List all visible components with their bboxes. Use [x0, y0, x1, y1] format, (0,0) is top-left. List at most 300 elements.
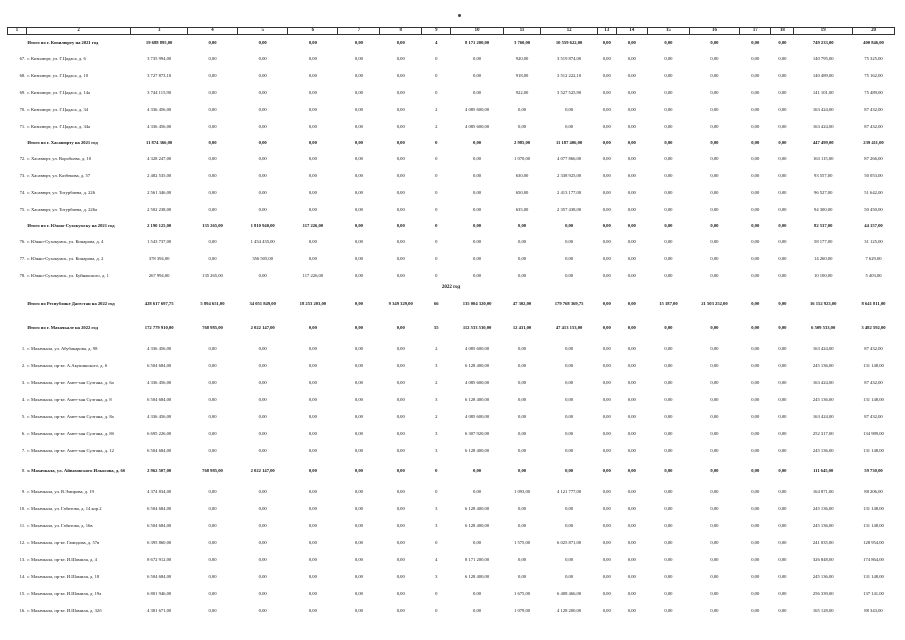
value-cell: 75 325,00: [864, 55, 883, 61]
value-cell: 0,00: [627, 345, 636, 351]
value-cell: 163 424,00: [812, 106, 834, 112]
column-number: 1: [8, 28, 27, 35]
value-cell: 0,00: [208, 72, 217, 78]
value-cell: 0,00: [208, 345, 217, 351]
value-cell: 0,00: [518, 396, 527, 402]
value-cell: 0,00: [602, 255, 611, 261]
row-number: 67.: [19, 55, 26, 61]
value-cell: 0,00: [602, 139, 611, 145]
value-cell: 0,00: [473, 222, 482, 228]
value-cell: 0,00: [778, 72, 787, 78]
value-cell: 0,00: [627, 206, 636, 212]
value-cell: 47 302,00: [512, 301, 532, 307]
value-cell: 9 349 329,00: [388, 301, 413, 307]
value-cell: 134 989,00: [863, 430, 884, 436]
value-cell: 0,00: [565, 522, 574, 528]
value-cell: 93 557,00: [814, 172, 833, 178]
value-cell: 0,00: [308, 556, 317, 562]
value-cell: 267 994,00: [148, 272, 170, 278]
value-cell: 172 779 910,00: [144, 325, 174, 331]
value-cell: 1 810 940,00: [250, 222, 275, 228]
value-cell: 0,00: [627, 123, 636, 129]
value-cell: 0,00: [258, 172, 267, 178]
value-cell: 0,00: [751, 123, 760, 129]
value-cell: 0,00: [602, 362, 611, 368]
value-cell: 0,00: [396, 345, 405, 351]
table-row: [8, 150, 895, 167]
value-cell: 0,00: [778, 379, 787, 385]
value-cell: 0,00: [518, 255, 527, 261]
value-cell: 0,00: [751, 505, 760, 511]
value-cell: 0,00: [627, 106, 636, 112]
value-cell: 0,00: [627, 301, 636, 307]
value-cell: 0,00: [710, 255, 719, 261]
column-number: 12: [541, 28, 597, 35]
value-cell: 0,00: [208, 488, 217, 494]
value-cell: 0,00: [778, 222, 787, 228]
value-cell: 6 504 684,00: [147, 505, 172, 511]
value-cell: 131 148,00: [863, 362, 884, 368]
value-cell: 131 148,00: [863, 505, 884, 511]
value-cell: 0,00: [751, 396, 760, 402]
value-cell: 94 300,00: [814, 206, 833, 212]
value-cell: 0,00: [602, 39, 611, 45]
value-cell: 0,00: [258, 206, 267, 212]
value-cell: 163 424,00: [812, 345, 834, 351]
value-cell: 0,00: [258, 139, 267, 145]
value-cell: 0,00: [565, 238, 574, 244]
value-cell: 0,00: [602, 590, 611, 596]
value-cell: 0,00: [308, 396, 317, 402]
value-cell: 0,00: [396, 206, 405, 212]
value-cell: 0,00: [627, 89, 636, 95]
address-cell: г. Кизилюрт, ул. Г.Цадаса, д. 34а: [27, 123, 91, 129]
row-number: 9.: [21, 488, 26, 494]
address-cell: г. Махачкала, пр-кт. Амет-хан Султана, д. 8: [27, 396, 112, 402]
value-cell: 0,00: [602, 468, 611, 474]
value-cell: 0,00: [518, 468, 527, 474]
value-cell: 0,00: [602, 488, 611, 494]
value-cell: 0,00: [710, 590, 719, 596]
subtotal-row: [8, 459, 895, 483]
value-cell: 0,00: [354, 447, 363, 453]
value-cell: 0: [435, 468, 438, 474]
value-cell: 0,00: [258, 413, 267, 419]
value-cell: 4 077 866,00: [557, 155, 582, 161]
value-cell: 135 004 320,00: [462, 301, 492, 307]
value-cell: 635,00: [515, 206, 529, 212]
value-cell: 6 504 684,00: [147, 396, 172, 402]
address-cell: г. Махачкала, ул. Айвазовского Ильясова, д. 6б: [27, 468, 126, 474]
value-cell: 3 519 874,00: [557, 55, 582, 61]
value-cell: 0,00: [396, 488, 405, 494]
value-cell: 0,00: [602, 238, 611, 244]
value-cell: 6 395 860,00: [147, 539, 172, 545]
value-cell: 0,00: [664, 206, 673, 212]
value-cell: 245 136,00: [812, 396, 834, 402]
value-cell: 2: [435, 345, 438, 351]
value-cell: 0,00: [627, 539, 636, 545]
value-cell: 0,00: [354, 139, 363, 145]
address-cell: г. Махачкала, пр-кт. А.Акушинского, д. 6: [27, 362, 108, 368]
value-cell: 87 432,00: [864, 106, 883, 112]
value-cell: 0,00: [602, 206, 611, 212]
value-cell: 0,00: [710, 55, 719, 61]
row-number: 16.: [19, 607, 26, 613]
value-cell: 245 136,00: [812, 447, 834, 453]
value-cell: 0,00: [751, 89, 760, 95]
value-cell: 0,00: [258, 522, 267, 528]
value-cell: 137 141,00: [863, 590, 884, 596]
value-cell: 0: [435, 222, 438, 228]
value-cell: 0,00: [396, 607, 405, 613]
address-cell: г. Кизилюрт, ул. Г.Цадаса, д. 6: [27, 55, 86, 61]
value-cell: 6 128 400,00: [465, 573, 490, 579]
value-cell: 0,00: [518, 505, 527, 511]
value-cell: 87 432,00: [864, 345, 883, 351]
value-cell: 0,00: [258, 379, 267, 385]
value-cell: 6 128 400,00: [465, 505, 490, 511]
value-cell: 0,00: [308, 430, 317, 436]
value-cell: 918,00: [515, 72, 529, 78]
value-cell: 5 403,00: [865, 272, 882, 278]
row-number: 14.: [19, 573, 26, 579]
value-cell: 0,00: [602, 413, 611, 419]
table-row: [8, 408, 895, 425]
value-cell: 0,00: [602, 522, 611, 528]
column-number: 3: [131, 28, 187, 35]
value-cell: 0,00: [354, 272, 363, 278]
value-cell: 0,00: [751, 556, 760, 562]
row-number: [8, 218, 27, 233]
row-number: 1.: [21, 345, 26, 351]
value-cell: 0,00: [602, 556, 611, 562]
column-number: 15: [648, 28, 690, 35]
value-cell: 4 374 834,00: [147, 488, 172, 494]
value-cell: 0,00: [354, 222, 363, 228]
value-cell: 0,00: [664, 590, 673, 596]
value-cell: 0,00: [258, 488, 267, 494]
value-cell: 0,00: [751, 590, 760, 596]
value-cell: 0,00: [208, 539, 217, 545]
value-cell: 0: [435, 139, 438, 145]
table-row: [8, 201, 895, 218]
value-cell: 0,00: [710, 345, 719, 351]
value-cell: 117 226,00: [302, 222, 324, 228]
table-row: [8, 374, 895, 391]
value-cell: 0,00: [396, 155, 405, 161]
value-cell: 0,00: [664, 488, 673, 494]
value-cell: 88 206,00: [864, 488, 883, 494]
value-cell: 4 336 456,00: [147, 123, 172, 129]
value-cell: 50 053,00: [864, 172, 883, 178]
value-cell: 75 489,00: [864, 89, 883, 95]
value-cell: 0,00: [354, 396, 363, 402]
value-cell: 0,00: [627, 155, 636, 161]
table-row: [8, 442, 895, 459]
value-cell: 0,00: [602, 345, 611, 351]
value-cell: 0,00: [710, 206, 719, 212]
value-cell: 0,00: [602, 539, 611, 545]
value-cell: 0,00: [751, 468, 760, 474]
value-cell: 0,00: [664, 468, 673, 474]
value-cell: 0,00: [258, 39, 267, 45]
value-cell: 0,00: [473, 55, 482, 61]
value-cell: 0,00: [627, 238, 636, 244]
value-cell: 0,00: [627, 189, 636, 195]
value-cell: 0,00: [518, 430, 527, 436]
scan-mark: [458, 14, 461, 17]
value-cell: 0,00: [565, 362, 574, 368]
row-number: 5.: [21, 413, 26, 419]
table-row: [8, 517, 895, 534]
value-cell: 0,00: [751, 488, 760, 494]
column-number: 6: [288, 28, 338, 35]
value-cell: 82 537,00: [814, 222, 833, 228]
column-number: 18: [771, 28, 794, 35]
value-cell: 16 152 923,00: [809, 301, 837, 307]
value-cell: 8 641 811,00: [861, 301, 886, 307]
value-cell: 0,00: [308, 379, 317, 385]
value-cell: 0,00: [518, 447, 527, 453]
value-cell: 6 504 684,00: [147, 522, 172, 528]
value-cell: 87 432,00: [864, 379, 883, 385]
value-cell: 0,00: [258, 55, 267, 61]
value-cell: 0,00: [396, 123, 405, 129]
value-cell: 0,00: [308, 573, 317, 579]
table-row: [8, 391, 895, 408]
value-cell: 0,00: [473, 89, 482, 95]
value-cell: 0,00: [473, 607, 482, 613]
value-cell: 10 559 622,00: [555, 39, 583, 45]
value-cell: 0,00: [664, 430, 673, 436]
address-cell: г. Махачкала, ул. В.Эмирова, д. 19: [27, 488, 94, 494]
value-cell: 0,00: [473, 255, 482, 261]
value-cell: 3 735 994,00: [147, 55, 172, 61]
value-cell: 0,00: [396, 430, 405, 436]
year-label: 2022 год: [441, 285, 461, 291]
row-number: [8, 316, 27, 340]
value-cell: 0,00: [664, 72, 673, 78]
value-cell: 0,00: [627, 447, 636, 453]
value-cell: 0,00: [710, 72, 719, 78]
column-number: 19: [794, 28, 853, 35]
address-cell: Итого по Республике Дагестан на 2022 год: [27, 301, 115, 307]
value-cell: 0,00: [354, 189, 363, 195]
value-cell: 0,00: [354, 590, 363, 596]
value-cell: 0,00: [602, 505, 611, 511]
value-cell: 922,00: [515, 89, 529, 95]
row-number: 78.: [19, 272, 26, 278]
value-cell: 10 100,00: [814, 272, 833, 278]
value-cell: 141 101,00: [812, 89, 834, 95]
value-cell: 0,00: [602, 430, 611, 436]
value-cell: 0,00: [396, 362, 405, 368]
value-cell: 0,00: [208, 590, 217, 596]
value-cell: 0,00: [664, 522, 673, 528]
value-cell: 2 962 507,00: [147, 468, 172, 474]
value-cell: 0,00: [778, 362, 787, 368]
value-cell: 0,00: [208, 430, 217, 436]
value-cell: 163 424,00: [812, 413, 834, 419]
value-cell: 2: [435, 379, 438, 385]
value-cell: 0,00: [627, 255, 636, 261]
value-cell: 1 675,00: [514, 590, 531, 596]
value-cell: 0,00: [627, 362, 636, 368]
value-cell: 4 336 456,00: [147, 345, 172, 351]
value-cell: 0,00: [627, 222, 636, 228]
value-cell: 0,00: [664, 413, 673, 419]
value-cell: 0,00: [354, 301, 363, 307]
value-cell: 0,00: [258, 89, 267, 95]
address-cell: г. Кизилюрт, ул. Г.Цадаса, д. 14а: [27, 89, 91, 95]
value-cell: 0: [435, 55, 438, 61]
table-row: [8, 233, 895, 250]
value-cell: 0,00: [565, 222, 574, 228]
table-row: [8, 67, 895, 84]
value-cell: 0,00: [473, 238, 482, 244]
value-cell: 0,00: [308, 488, 317, 494]
table-row: [8, 184, 895, 201]
value-cell: 4 121 777,00: [557, 488, 582, 494]
value-cell: 0,00: [208, 573, 217, 579]
value-cell: 1 575,00: [514, 539, 531, 545]
value-cell: 0,00: [751, 607, 760, 613]
value-cell: 0,00: [565, 413, 574, 419]
value-cell: 0,00: [778, 556, 787, 562]
value-cell: 326 848,00: [812, 556, 834, 562]
value-cell: 0,00: [710, 325, 719, 331]
table-row: [8, 84, 895, 101]
value-cell: 0,00: [208, 172, 217, 178]
value-cell: 0: [435, 607, 438, 613]
value-cell: 0,00: [308, 189, 317, 195]
value-cell: 117 226,00: [302, 272, 324, 278]
value-cell: 0,00: [565, 255, 574, 261]
value-cell: 245 136,00: [812, 505, 834, 511]
value-cell: 0,00: [778, 238, 787, 244]
value-cell: 0,00: [710, 238, 719, 244]
value-cell: 6 025 871,00: [557, 539, 582, 545]
row-number: [8, 292, 27, 316]
value-cell: 0,00: [308, 362, 317, 368]
subtotal-row: [8, 316, 895, 340]
address-cell: г. Кизилюрт, ул. Г.Цадаса, д. 10: [27, 72, 89, 78]
value-cell: 0,00: [664, 238, 673, 244]
value-cell: 0,00: [664, 222, 673, 228]
value-cell: 0,00: [602, 396, 611, 402]
value-cell: 0,00: [258, 590, 267, 596]
value-cell: 0,00: [396, 573, 405, 579]
column-number: 5: [238, 28, 288, 35]
value-cell: 44 157,00: [864, 222, 883, 228]
value-cell: 4 381 671,00: [147, 607, 172, 613]
value-cell: 51 642,00: [864, 189, 883, 195]
value-cell: 0,00: [710, 413, 719, 419]
row-number: 6.: [21, 430, 26, 436]
value-cell: 0,00: [602, 607, 611, 613]
value-cell: 11 874 366,00: [146, 139, 173, 145]
value-cell: 6 128 400,00: [465, 362, 490, 368]
value-cell: 0,00: [258, 573, 267, 579]
value-cell: 0,00: [258, 123, 267, 129]
value-cell: 0,00: [778, 172, 787, 178]
value-cell: 4 085 600,00: [465, 413, 490, 419]
value-cell: 140 795,00: [812, 55, 834, 61]
value-cell: 0,00: [396, 522, 405, 528]
value-cell: 3: [435, 573, 438, 579]
value-cell: 0,00: [710, 172, 719, 178]
value-cell: 66: [433, 301, 439, 307]
value-cell: 0,00: [627, 430, 636, 436]
value-cell: 2 413 177,00: [557, 189, 582, 195]
value-cell: 0,00: [354, 362, 363, 368]
value-cell: 3 527 525,90: [557, 89, 582, 95]
column-number: 14: [616, 28, 647, 35]
value-cell: 0,00: [778, 396, 787, 402]
value-cell: 0,00: [627, 139, 636, 145]
value-cell: 128 954,00: [863, 539, 884, 545]
value-cell: 0,00: [518, 413, 527, 419]
value-cell: 2 190 125,00: [147, 222, 172, 228]
value-cell: 0,00: [258, 272, 267, 278]
value-cell: 0,00: [308, 206, 317, 212]
value-cell: 0,00: [354, 539, 363, 545]
row-number: [8, 135, 27, 150]
value-cell: 3: [435, 396, 438, 402]
value-cell: 2 502 238,00: [147, 206, 172, 212]
value-cell: 0,00: [565, 573, 574, 579]
address-cell: г. Махачкала, пр-кт. И.Шамиля, д. 32б: [27, 607, 102, 613]
value-cell: 0,00: [473, 488, 482, 494]
value-cell: 0,00: [308, 55, 317, 61]
address-cell: г. Хасавюрт, ул. Тотурбиева, д. 226а: [27, 206, 98, 212]
value-cell: 0,00: [751, 206, 760, 212]
table-row: [8, 551, 895, 568]
value-cell: 0,00: [308, 106, 317, 112]
value-cell: 131 148,00: [863, 522, 884, 528]
value-cell: 0,00: [664, 155, 673, 161]
value-cell: 768 985,00: [202, 468, 223, 474]
value-cell: 0,00: [396, 89, 405, 95]
address-cell: г. Махачкала, пр-кт. Амет-хан Султана, д. 12: [27, 447, 114, 453]
value-cell: 135 265,00: [202, 222, 223, 228]
value-cell: 6 128 400,00: [465, 447, 490, 453]
value-cell: 0,00: [354, 155, 363, 161]
value-cell: 0,00: [778, 301, 787, 307]
value-cell: 1 093,00: [514, 488, 531, 494]
value-cell: 58 177,00: [814, 238, 833, 244]
value-cell: 75 162,00: [864, 72, 883, 78]
value-cell: 0,00: [664, 505, 673, 511]
row-number: 15.: [19, 590, 26, 596]
value-cell: 0,00: [308, 172, 317, 178]
value-cell: 241 035,00: [812, 539, 834, 545]
subtotal-row: [8, 218, 895, 233]
value-cell: 0,00: [565, 379, 574, 385]
value-cell: 0,00: [565, 556, 574, 562]
value-cell: 0,00: [751, 539, 760, 545]
value-cell: 0,00: [396, 272, 405, 278]
value-cell: 400 846,00: [863, 39, 884, 45]
value-cell: 6 408 466,00: [557, 590, 582, 596]
column-number: 4: [187, 28, 237, 35]
value-cell: 0,00: [208, 55, 217, 61]
value-cell: 0,00: [710, 139, 719, 145]
table-row: [8, 483, 895, 500]
value-cell: 55: [433, 325, 439, 331]
value-cell: 0,00: [602, 155, 611, 161]
